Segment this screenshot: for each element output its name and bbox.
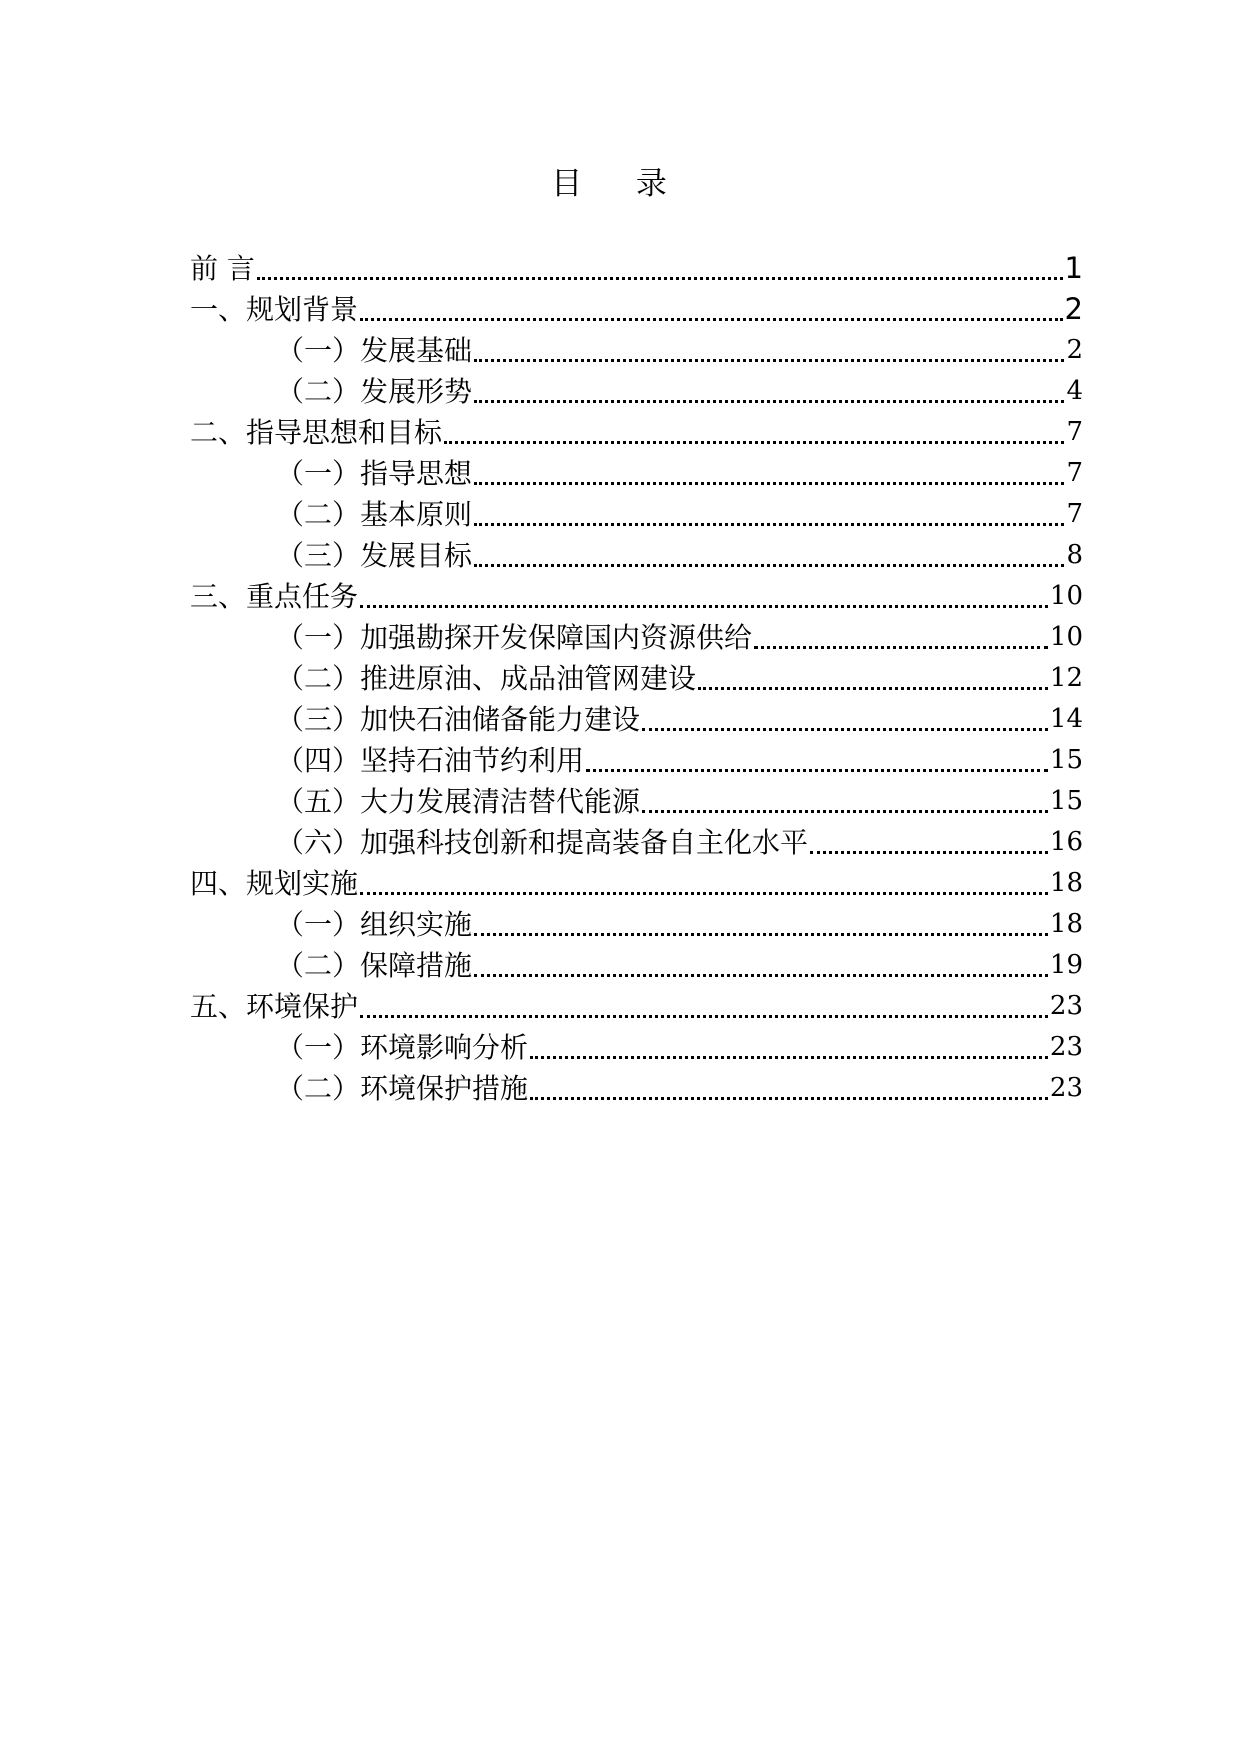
toc-entry-page: 10 xyxy=(1049,581,1083,611)
toc-entry[interactable] xyxy=(190,617,1083,658)
toc-dot-leader xyxy=(360,289,1063,330)
toc-entry[interactable] xyxy=(190,412,1083,453)
toc-dot-leader xyxy=(642,781,1048,822)
toc-dot-leader xyxy=(698,658,1048,699)
toc-entry-label: 二、指导思想和目标 xyxy=(190,416,443,449)
toc-entry-page: 19 xyxy=(1049,950,1083,980)
toc-entry-label: （五）大力发展清洁替代能源 xyxy=(276,785,641,818)
toc-entry[interactable] xyxy=(190,330,1083,371)
toc-entry-page: 7 xyxy=(1066,458,1083,488)
toc-entry-page: 7 xyxy=(1066,499,1083,529)
toc-entry-page: 4 xyxy=(1066,376,1083,406)
toc-dot-leader xyxy=(530,1068,1048,1109)
toc-dot-leader xyxy=(642,699,1048,740)
toc-entry-label: （一）加强勘探开发保障国内资源供给 xyxy=(276,621,753,654)
toc-entry-page: 14 xyxy=(1049,704,1083,734)
toc-entry-page: 15 xyxy=(1049,745,1083,775)
toc-dot-leader xyxy=(474,494,1064,535)
toc-entry[interactable] xyxy=(190,863,1083,904)
toc-entry[interactable] xyxy=(190,781,1083,822)
toc-dot-leader xyxy=(360,863,1048,904)
toc-entry-label: （二）基本原则 xyxy=(276,498,473,531)
toc-dot-leader xyxy=(360,986,1048,1027)
toc-title: 目 录 xyxy=(551,166,689,202)
toc-entry[interactable] xyxy=(190,248,1083,289)
toc-entry[interactable] xyxy=(190,699,1083,740)
toc-entry[interactable] xyxy=(190,371,1083,412)
toc-dot-leader xyxy=(586,740,1048,781)
toc-entry[interactable] xyxy=(190,1068,1083,1109)
toc-entry-page: 18 xyxy=(1049,909,1083,939)
toc-entry-page: 2 xyxy=(1064,292,1083,326)
toc-entry-page: 8 xyxy=(1066,540,1083,570)
toc-entry[interactable] xyxy=(190,453,1083,494)
toc-entry-label: （三）发展目标 xyxy=(276,539,473,572)
toc-entry-label: 一、规划背景 xyxy=(190,293,359,326)
toc-entry-label: （三）加快石油储备能力建设 xyxy=(276,703,641,736)
toc-entry-page: 7 xyxy=(1066,417,1083,447)
toc-entry-page: 12 xyxy=(1049,663,1083,693)
toc-dot-leader xyxy=(474,535,1064,576)
toc-entry-label: （四）坚持石油节约利用 xyxy=(276,744,585,777)
toc-dot-leader xyxy=(754,617,1048,658)
toc-entry-page: 1 xyxy=(1064,251,1083,285)
table-of-contents xyxy=(190,248,1083,1109)
toc-entry[interactable] xyxy=(190,740,1083,781)
toc-entry-page: 18 xyxy=(1049,868,1083,898)
toc-entry-label: 三、重点任务 xyxy=(190,580,359,613)
toc-entry[interactable] xyxy=(190,658,1083,699)
toc-entry-label: 五、环境保护 xyxy=(190,990,359,1023)
toc-dot-leader xyxy=(444,412,1064,453)
toc-entry[interactable] xyxy=(190,822,1083,863)
toc-entry-page: 23 xyxy=(1049,1032,1083,1062)
toc-dot-leader xyxy=(257,248,1063,289)
toc-entry-label: （二）推进原油、成品油管网建设 xyxy=(276,662,697,695)
toc-entry[interactable] xyxy=(190,945,1083,986)
toc-dot-leader xyxy=(360,576,1048,617)
toc-entry[interactable] xyxy=(190,1027,1083,1068)
toc-entry-page: 23 xyxy=(1049,991,1083,1021)
toc-dot-leader xyxy=(530,1027,1048,1068)
toc-entry-page: 23 xyxy=(1049,1073,1083,1103)
toc-entry-label: （一）环境影响分析 xyxy=(276,1031,529,1064)
toc-entry-label: （一）指导思想 xyxy=(276,457,473,490)
toc-dot-leader xyxy=(474,945,1048,986)
toc-entry[interactable] xyxy=(190,986,1083,1027)
toc-entry-label: （二）环境保护措施 xyxy=(276,1072,529,1105)
toc-dot-leader xyxy=(474,371,1064,412)
toc-entry-label: （二）保障措施 xyxy=(276,949,473,982)
toc-entry-page: 2 xyxy=(1066,335,1083,365)
toc-entry[interactable] xyxy=(190,904,1083,945)
toc-entry-page: 16 xyxy=(1049,827,1083,857)
toc-entry[interactable] xyxy=(190,494,1083,535)
toc-entry[interactable] xyxy=(190,289,1083,330)
toc-entry-label: （一）组织实施 xyxy=(276,908,473,941)
toc-entry-label: 四、规划实施 xyxy=(190,867,359,900)
toc-entry-label: （一）发展基础 xyxy=(276,334,473,367)
toc-dot-leader xyxy=(474,330,1064,371)
toc-entry[interactable] xyxy=(190,535,1083,576)
toc-dot-leader xyxy=(810,822,1048,863)
toc-dot-leader xyxy=(474,904,1048,945)
toc-dot-leader xyxy=(474,453,1064,494)
toc-entry-label: （二）发展形势 xyxy=(276,375,473,408)
toc-entry-label: （六）加强科技创新和提高装备自主化水平 xyxy=(276,826,809,859)
toc-entry[interactable] xyxy=(190,576,1083,617)
toc-entry-page: 15 xyxy=(1049,786,1083,816)
toc-entry-page: 10 xyxy=(1049,622,1083,652)
toc-entry-label: 前 言 xyxy=(190,252,255,285)
